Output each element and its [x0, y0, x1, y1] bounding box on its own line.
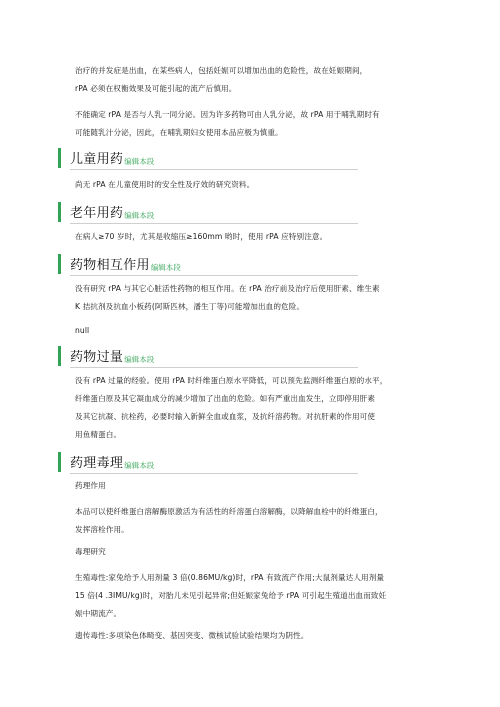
text-line: 药理作用 [75, 481, 106, 490]
text-line: 遗传毒性:多项染色体畸变、基因突变、微核试验试验结果均为阴性。 [75, 631, 309, 640]
heading-divider [70, 473, 358, 474]
text-line: 没有 rPA 过量的经验。使用 rPA 时纤维蛋白原水平降低，可以预先监测纤维蛋白原的水平， [75, 376, 388, 385]
reproductive-toxicity-paragraph [75, 569, 435, 623]
text-line: 可能随乳汁分泌，因此，在哺乳期妇女使用本品应极为慎重。 [75, 128, 283, 137]
text-line: 本品可以使纤维蛋白溶解酶原激活为有活性的纤溶蛋白溶解酶，以降解血栓中的纤维蛋白， [75, 507, 383, 516]
text-line: 没有研究 rPA 与其它心脏活性药物的相互作用。在 rPA 治疗前及治疗后使用肝素、维生素 [75, 284, 380, 293]
null-text [75, 322, 435, 340]
heading-title: 药理毒理 [70, 456, 124, 471]
interaction-paragraph [75, 280, 435, 316]
text-line: 用鱼精蛋白。 [75, 430, 122, 439]
text-line: 15 倍(4 .3IMU/kg)时，对胎儿未见引起异常;但妊娠家兔给予 rPA 可引起生殖道出血而致妊 [75, 591, 387, 600]
heading-accent-bar [58, 254, 61, 274]
elderly-paragraph [75, 228, 435, 246]
text-line: 娠中期流产。 [75, 609, 122, 618]
text-line: 生殖毒性:家兔给予人用剂量 3 倍(0.86MU/kg)时，rPA 有致流产作用;大鼠剂量达人用剂量 [75, 573, 385, 582]
heading-divider [70, 275, 358, 276]
text-line: 发挥溶栓作用。 [75, 525, 129, 534]
text-line: K 拮抗剂及抗血小板药(阿斯匹林，潘生丁等)可能增加出血的危险。 [75, 302, 305, 311]
heading-divider [70, 367, 358, 368]
text-line: 尚无 rPA 在儿童使用时的安全性及疗效的研究资料。 [75, 180, 255, 189]
children-paragraph [75, 176, 435, 194]
section-heading-toxicology [58, 452, 358, 472]
heading-accent-bar [58, 346, 61, 366]
heading-accent-bar [58, 452, 61, 472]
heading-divider [70, 223, 358, 224]
heading-title: 老年用药 [70, 206, 124, 221]
text-line: 在病人≥70 岁时，尤其是收缩压≥160mm 哟时，使用 rPA 应特别注意。 [75, 232, 328, 241]
section-heading-interaction [58, 254, 358, 274]
text-line: rPA 必须在权衡效果及可能引起的流产后慎用。 [75, 84, 237, 93]
text-line: 纤维蛋白原及其它凝血成分的减少增加了出血的危险。如有严重出血发生，立即停用肝素 [75, 394, 376, 403]
heading-divider [70, 169, 358, 170]
section-heading-children [58, 148, 358, 168]
heading-title: 儿童用药 [70, 152, 124, 167]
edit-section-link[interactable]: 编辑本段 [124, 157, 155, 166]
overdose-paragraph [75, 372, 435, 444]
pregnancy-paragraph [75, 62, 435, 98]
section-heading-overdose [58, 346, 358, 366]
genetic-toxicity-paragraph [75, 627, 435, 645]
pharmacology-paragraph [75, 503, 435, 539]
lactation-paragraph [75, 106, 435, 142]
edit-section-link[interactable]: 编辑本段 [124, 355, 155, 364]
edit-section-link[interactable]: 编辑本段 [124, 211, 155, 220]
edit-section-link[interactable]: 编辑本段 [150, 263, 181, 272]
heading-accent-bar [58, 202, 61, 222]
heading-accent-bar [58, 148, 61, 168]
text-line: 及其它抗凝、抗栓药，必要时输入新鲜全血或血浆，及抗纤溶药物。对抗肝素的作用可使 [75, 412, 376, 421]
text-line: 治疗的并发症是出血，在某些病人，包括妊娠可以增加出血的危险性，故在妊娠期间， [75, 66, 368, 75]
heading-title: 药物相互作用 [70, 258, 150, 273]
heading-title: 药物过量 [70, 350, 124, 365]
section-heading-elderly [58, 202, 358, 222]
toxicology-subheading [75, 543, 435, 561]
pharmacology-subheading [75, 477, 435, 495]
text-line: 不能确定 rPA 是否与人乳一同分泌。因为许多药物可由人乳分泌，故 rPA 用于哺乳期时有 [75, 110, 380, 119]
edit-section-link[interactable]: 编辑本段 [124, 461, 155, 470]
text-line: null [75, 326, 90, 335]
text-line: 毒理研究 [75, 547, 106, 556]
